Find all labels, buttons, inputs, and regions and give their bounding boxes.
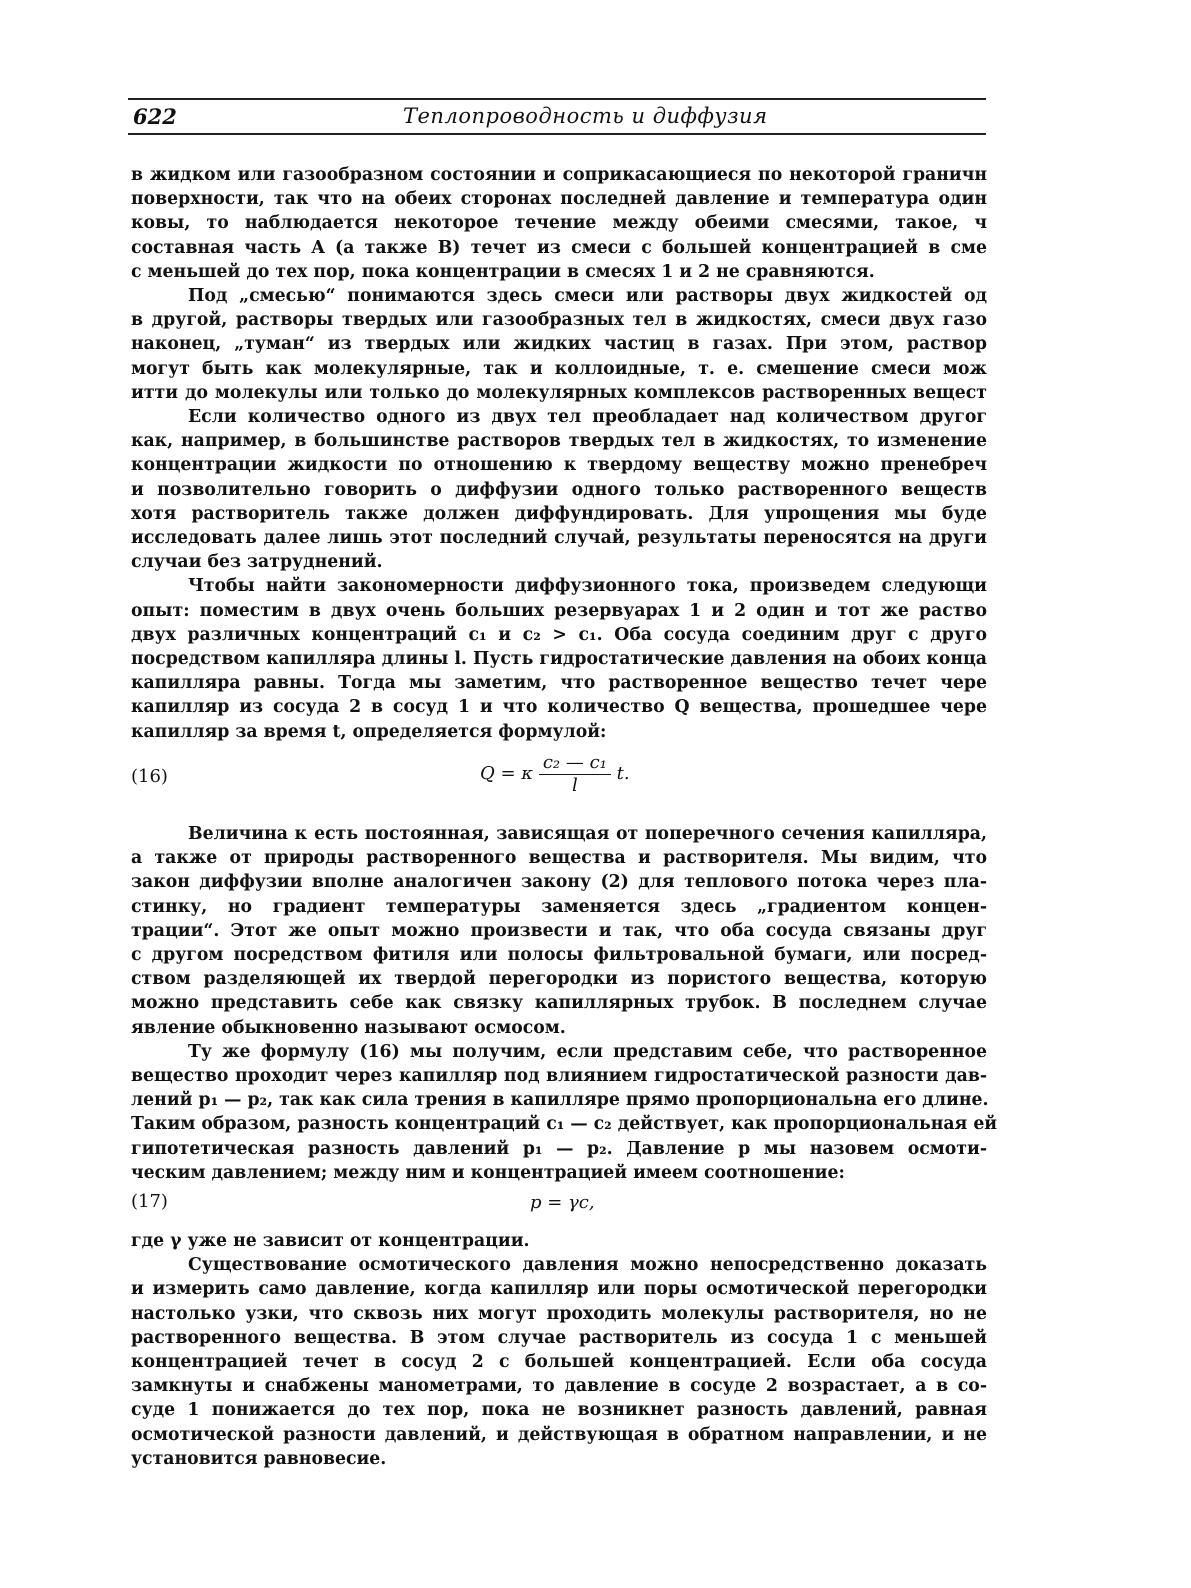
text-line: Чтобы найти закономерности диффузионного тока, произведем следующи [188,576,987,597]
paragraph-1 [131,163,987,284]
text-line: и измерить само давление, когда капилляр или поры осмотической перегородки [131,1279,987,1300]
text-block-1 [131,163,987,744]
text-line: в жидком или газообразном состоянии и соприкасающиеся по некоторой граничн [131,165,987,185]
fraction [539,752,611,796]
text-line: Если количество одного из двух тел преобладает над количеством другог [188,407,987,428]
running-title: Теплопроводность и диффузия [403,104,768,128]
text-line: вещество проходит через капилляр под влиянием гидростатической разности дав- [131,1066,987,1087]
text-block-3 [131,1229,987,1471]
text-line: могут быть как молекулярные, так и коллоидные, т. е. смешение смеси мож [131,358,987,379]
header-rule-bottom [128,133,986,135]
equation-rhs: t. [616,763,630,784]
text-line: капилляра равны. Тогда мы заметим, что растворенное вещество течет чере [131,673,987,694]
running-header [133,104,985,134]
paragraph-6 [131,1040,998,1185]
equation-16 [480,752,630,796]
text-line: капилляр за время t, определяется формулой: [131,721,607,742]
text-line: ковы, то наблюдается некоторое течение между обеими смесями, такое, ч [131,213,987,234]
text-line: с меньшей до тех пор, пока концентрации в смесях 1 и 2 не сравняются. [131,261,875,282]
equation-number-17: (17) [131,1191,168,1212]
paragraph-2 [131,284,987,405]
paragraph-4 [131,574,987,743]
text-line: осмотической разности давлений, и действующая в обратном направлении, и не [131,1424,987,1445]
text-line: поверхности, так что на обеих сторонах последней давление и температура один [131,189,987,210]
text-line: хотя растворитель также должен диффундировать. Для упрощения мы буде [131,503,987,524]
paragraph-8 [131,1253,987,1471]
equation-number-16: (16) [131,766,168,787]
text-line: растворенного вещества. В этом случае растворитель из сосуда 1 с меньшей [131,1327,987,1348]
text-line: в другой, растворы твердых или газообразных тел в жидкостях, смеси двух газо [131,310,987,331]
text-line: лений p₁ — p₂, так как сила трения в капилляре прямо пропорциональна его длине. [131,1090,989,1111]
text-line: замкнуты и снабжены манометрами, то давление в сосуде 2 возрастает, а в со- [131,1376,987,1397]
text-line: явление обыкновенно называют осмосом. [131,1017,566,1038]
text-line: установится равновесие. [131,1448,387,1469]
text-line: трации“. Этот же опыт можно произвести и так, что оба сосуда связаны друг [131,920,987,941]
text-line: суде 1 понижается до тех пор, пока не возникнет разность давлений, равная [131,1400,987,1421]
text-line: посредством капилляра длины l. Пусть гидростатические давления на обоих конца [131,649,987,670]
paragraph-3 [131,405,987,574]
text-block-2 [131,822,998,1185]
text-line: Величина κ есть постоянная, зависящая от поперечного сечения капилляра, [188,824,987,844]
text-line: исследовать далее лишь этот последний случай, результаты переносятся на други [131,528,987,549]
text-line: закон диффузии вполне аналогичен закону (2) для теплового потока через пла- [131,872,987,893]
text-line: с другом посредством фитиля или полосы фильтровальной бумаги, или посред- [131,945,987,966]
fraction-denominator: l [571,775,578,796]
text-line: наконец, „туман“ из твердых или жидких частиц в газах. При этом, раствор [131,334,987,355]
text-line: можно представить себе как связку капиллярных трубок. В последнем случае [131,993,987,1014]
text-line: опыт: поместим в двух очень больших резервуарах 1 и 2 один и тот же раство [131,600,987,621]
paragraph-7 [131,1229,987,1253]
text-line: Под „смесью“ понимаются здесь смеси или растворы двух жидкостей од [188,286,987,307]
text-line: как, например, в большинстве растворов твердых тел в жидкостях, то изменение [131,431,987,452]
text-line: двух различных концентраций c₁ и c₂ > c₁. Оба сосуда соединим друг с друго [131,624,987,645]
text-line: ством разделяющей их твердой перегородки из пористого вещества, которую [131,969,987,990]
page-number: 622 [133,104,177,129]
text-line: Существование осмотического давления можно непосредственно доказать [188,1255,987,1276]
text-line: и позволительно говорить о диффузии одного только растворенного веществ [131,479,987,500]
equation-lhs: Q = κ [480,763,534,784]
equation-text: p = γc, [530,1192,595,1213]
text-line: а также от природы растворенного вещества и растворителя. Мы видим, что [131,848,987,869]
text-line: концентрации жидкости по отношению к твердому веществу можно пренебреч [131,455,987,476]
text-line: составная часть A (а также B) течет из смеси с большей концентрацией в сме [131,237,987,258]
text-line: Ту же формулу (16) мы получим, если представим себе, что растворенное [188,1041,987,1062]
text-line: настолько узки, что сквозь них могут проходить молекулы растворителя, но не [131,1303,987,1324]
text-line: случаи без затруднений. [131,552,383,573]
equation-17 [530,1192,595,1213]
fraction-numerator: c₂ — c₁ [539,752,611,775]
text-line: где γ уже не зависит от концентрации. [131,1231,530,1251]
text-line: ческим давлением; между ним и концентрацией имеем соотношение: [131,1162,845,1183]
text-line: капилляр из сосуда 2 в сосуд 1 и что количество Q вещества, прошедшее чере [131,697,987,718]
header-rule-top [128,98,986,100]
text-line: концентрацией течет в сосуд 2 с большей концентрацией. Если оба сосуда [131,1352,987,1373]
text-line: гипотетическая разность давлений p₁ — p₂. Давление p мы назовем осмоти- [131,1138,987,1159]
text-line: стинку, но градиент температуры заменяется здесь „градиентом концен- [131,896,987,917]
paragraph-5 [131,822,987,1040]
text-line: Таким образом, разность концентраций c₁ — c₂ действует, как пропорциональная ей [131,1114,998,1135]
text-line: итти до молекулы или только до молекулярных комплексов растворенных вещест [131,382,987,403]
